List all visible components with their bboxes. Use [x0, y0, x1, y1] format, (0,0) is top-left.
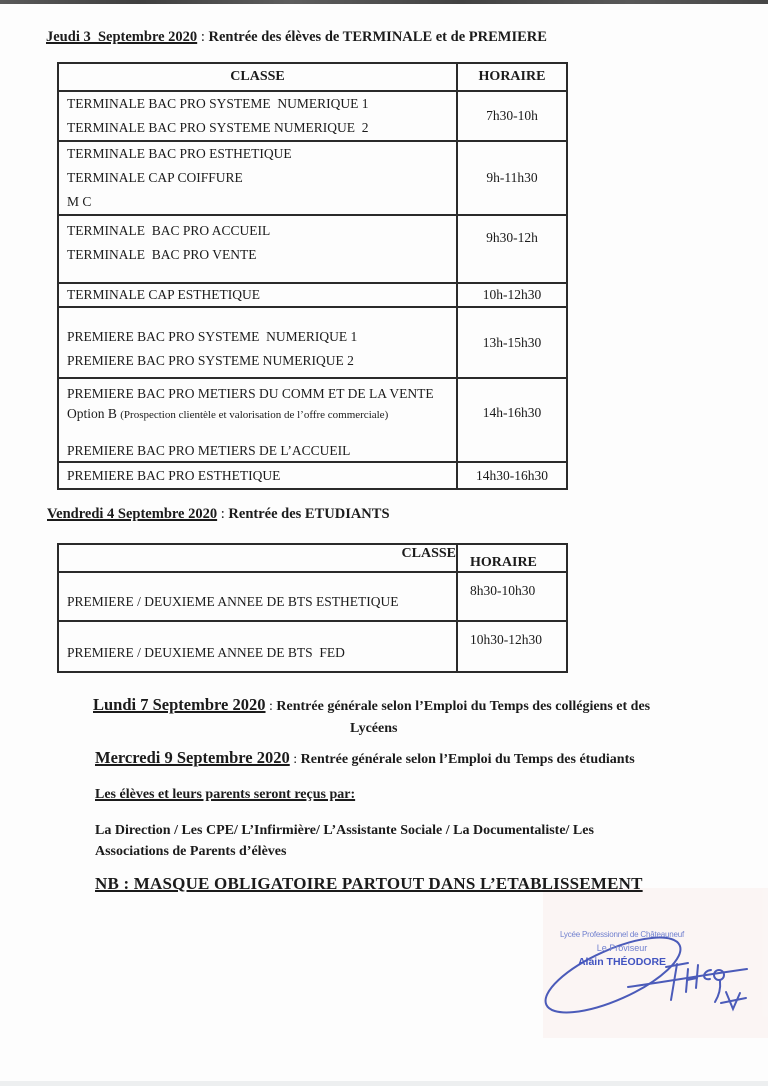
heading-vendredi-date: Vendredi 4 Septembre 2020 [47, 506, 218, 522]
classe-cell [59, 216, 458, 282]
classe-cell [59, 622, 458, 671]
blank-line [67, 425, 456, 441]
classe-line: TERMINALE BAC PRO ACCUEIL [67, 223, 271, 238]
classe-cell [59, 142, 458, 214]
classe-line: TERMINALE BAC PRO SYSTEME NUMERIQUE 1 [67, 96, 369, 111]
official-stamp [543, 929, 701, 969]
paragraph-direction [95, 820, 715, 862]
horaire-cell: 7h30-10h [486, 108, 538, 123]
table-row [59, 306, 566, 377]
classe-cell [59, 308, 458, 377]
table-row [59, 571, 566, 620]
heading-separator: : [265, 699, 277, 714]
table-rentree-terminale-premiere [57, 62, 568, 490]
table-row [59, 90, 566, 140]
horaire-cell: 14h30-16h30 [476, 467, 548, 483]
classe-line: TERMINALE CAP COIFFURE [67, 170, 243, 185]
classe-line: PREMIERE / DEUXIEME ANNEE DE BTS FED [67, 645, 345, 660]
classe-line: PREMIERE BAC PRO ESTHETIQUE [67, 467, 281, 483]
option-b-label: Option B [67, 406, 121, 421]
classe-line-option-b [67, 404, 456, 425]
classe-line: M C [67, 194, 92, 209]
stamp-school-name: Lycée Professionnel de Châteauneuf [559, 930, 685, 939]
table-row [59, 282, 566, 306]
heading-jeudi-text: Rentrée des élèves de TERMINALE et de PREMIERE [208, 29, 547, 45]
heading-recus-par: Les élèves et leurs parents seront reçus par: [95, 787, 356, 802]
classe-cell [59, 463, 458, 488]
heading-separator: : [289, 752, 301, 767]
stamp-signatory-name: Alain THÉODORE [577, 956, 667, 968]
heading-nb-masque: NB : MASQUE OBLIGATOIRE PARTOUT DANS L’ETABLISSEMENT [95, 874, 643, 893]
table-row [59, 620, 566, 671]
heading-mercredi [95, 748, 635, 768]
direction-line-2: Associations de Parents d’élèves [95, 844, 287, 859]
heading-separator: : [197, 29, 209, 45]
table-rentree-etudiants [57, 543, 568, 673]
classe-line: PREMIERE BAC PRO METIERS DE L’ACCUEIL [67, 443, 351, 458]
classe-line: PREMIERE BAC PRO SYSTEME NUMERIQUE 2 [67, 353, 354, 368]
table-row [59, 377, 566, 461]
horaire-cell: 14h-16h30 [482, 405, 542, 420]
horaire-cell: 9h-11h30 [486, 170, 538, 185]
heading-jeudi [46, 29, 547, 46]
heading-lundi-date: Lundi 7 Septembre 2020 [93, 695, 266, 714]
heading-lundi-text: Rentrée générale selon l’Emploi du Temps des collégiens et des [276, 699, 651, 714]
horaire-cell: 10h-12h30 [482, 287, 542, 302]
table-header-row [59, 64, 566, 90]
direction-line-1: La Direction / Les CPE/ L’Infirmière/ L’Assistante Sociale / La Documentaliste/ Les [95, 823, 594, 838]
heading-mercredi-text: Rentrée générale selon l’Emploi du Temps des étudiants [300, 752, 635, 767]
classe-line: TERMINALE CAP ESTHETIQUE [67, 287, 260, 302]
table-row [59, 140, 566, 214]
horaire-cell: 13h-15h30 [482, 334, 542, 350]
heading-vendredi [47, 506, 390, 523]
heading-separator: : [217, 506, 229, 522]
classe-line: TERMINALE BAC PRO VENTE [67, 247, 257, 262]
heading-mercredi-date: Mercredi 9 Septembre 2020 [95, 748, 290, 767]
column-header-classe: CLASSE [59, 545, 458, 571]
classe-cell [59, 379, 458, 461]
heading-lundi [93, 694, 650, 740]
classe-line: PREMIERE / DEUXIEME ANNEE DE BTS ESTHETIQUE [67, 594, 399, 609]
table-header-row [59, 545, 566, 571]
classe-line: TERMINALE BAC PRO SYSTEME NUMERIQUE 2 [67, 120, 369, 135]
horaire-cell: 9h30-12h [486, 230, 538, 245]
column-header-horaire: HORAIRE [478, 69, 546, 84]
classe-cell [59, 284, 458, 306]
scan-artifact-bottom [0, 1081, 768, 1086]
horaire-cell: 10h30-12h30 [470, 632, 542, 647]
stamp-title: Le Proviseur [596, 943, 648, 953]
classe-line: PREMIERE BAC PRO METIERS DU COMM ET DE LA VENTE [67, 386, 434, 401]
classe-line: TERMINALE BAC PRO ESTHETIQUE [67, 146, 292, 161]
classe-cell [59, 92, 458, 140]
column-header-classe: CLASSE [59, 64, 458, 90]
classe-cell [59, 573, 458, 620]
classe-line: PREMIERE BAC PRO SYSTEME NUMERIQUE 1 [67, 329, 358, 344]
heading-lundi-text-wrap: Lycéens [350, 721, 398, 736]
scan-artifact-top [0, 0, 768, 4]
horaire-cell: 8h30-10h30 [470, 583, 536, 598]
table-row [59, 461, 566, 488]
column-header-horaire: HORAIRE [470, 555, 537, 570]
heading-vendredi-text: Rentrée des ETUDIANTS [228, 506, 390, 522]
table-row [59, 214, 566, 282]
heading-jeudi-date: Jeudi 3 Septembre 2020 [46, 29, 198, 45]
option-b-detail: (Prospection clientèle et valorisation de l’offre commerciale) [120, 409, 389, 421]
